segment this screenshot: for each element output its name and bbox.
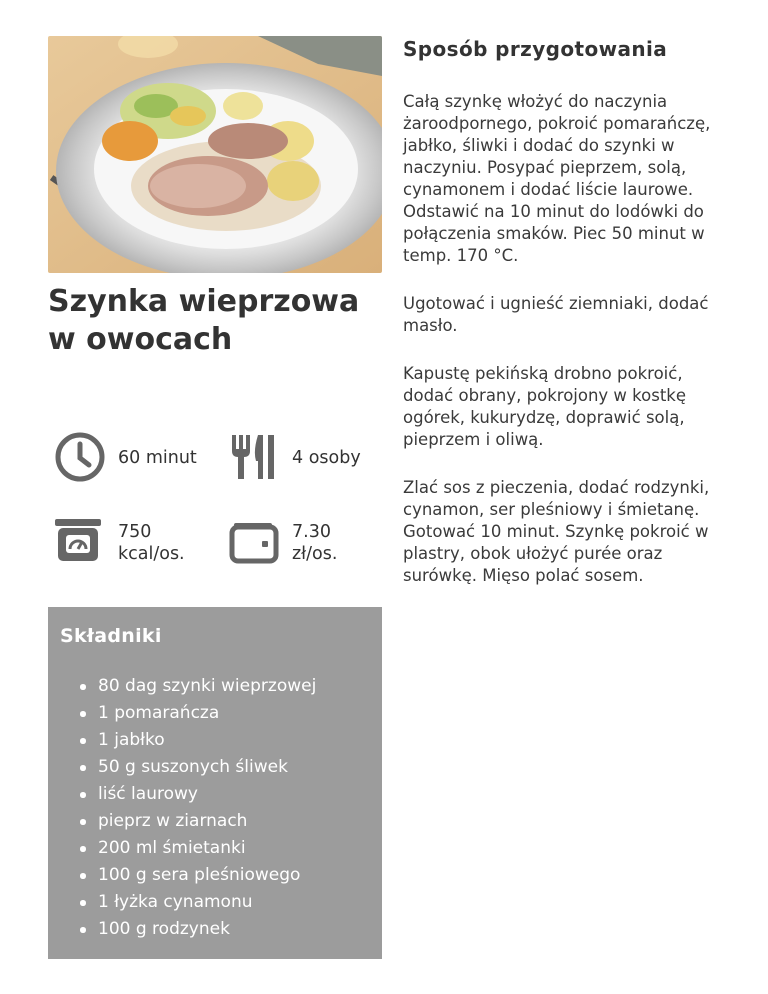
calories-unit: kcal/os. [118,544,185,564]
cost-value [292,521,337,565]
ingredient-item: 200 ml śmietanki [80,835,370,862]
method-step-1: Całą szynkę włożyć do naczynia żaroodpornego, pokroić pomarańczę, jabłko, śliwki i dodać do szynki w naczyniu. Posypać pieprzem, solą, cynamonem i dodać liście laurowe. Odstawić na 10 minut do lodówki do połączenia smaków. Piec 50 minut w temp. 170 °C. [403,92,711,265]
ingredient-item: 100 g rodzynek [80,916,370,943]
ingredient-item: 1 łyżka cynamonu [80,889,370,916]
method-step-2: Ugotować i ugnieść ziemniaki, dodać masło. [403,294,709,335]
recipe-title: Szynka wieprzowa w owocach [48,284,360,357]
method-heading: Sposób przygotowania [403,37,668,61]
servings-value: 4 osoby [292,448,361,468]
method-step-3: Kapustę pekińską drobno pokroić, dodać obrany, pokrojony w kostkę ogórek, kukurydzę, doprawić solą, pieprzem i oliwą. [403,364,687,449]
dish-photo [48,36,382,273]
ingredient-item: 80 dag szynki wieprzowej [80,673,370,700]
ingredient-item: liść laurowy [80,781,370,808]
ingredients-list [60,673,370,943]
fork-knife-icon [228,431,280,483]
ingredient-item: 50 g suszonych śliwek [80,754,370,781]
method-step-4: Zlać sos z pieczenia, dodać rodzynki, cynamon, ser pleśniowy i śmietanę. Gotować 10 minut. Szynkę pokroić w plastry, obok ułożyć purée oraz surówkę. Mięso polać sosem. [403,478,710,585]
ingredients-box [48,607,382,959]
ingredient-item: 100 g sera pleśniowego [80,862,370,889]
calories-value [118,521,185,565]
clock-icon [54,431,106,483]
time-value: 60 minut [118,448,197,468]
ingredient-item: 1 pomarańcza [80,700,370,727]
method-section [403,36,733,587]
cost-unit: zł/os. [292,544,338,564]
scale-icon [52,515,104,567]
calories-number: 750 [118,522,152,542]
ingredient-item: 1 jabłko [80,727,370,754]
ingredients-heading: Składniki [60,625,162,647]
wallet-icon [228,515,280,567]
cost-number: 7.30 [292,522,331,542]
ingredient-item: pieprz w ziarnach [80,808,370,835]
